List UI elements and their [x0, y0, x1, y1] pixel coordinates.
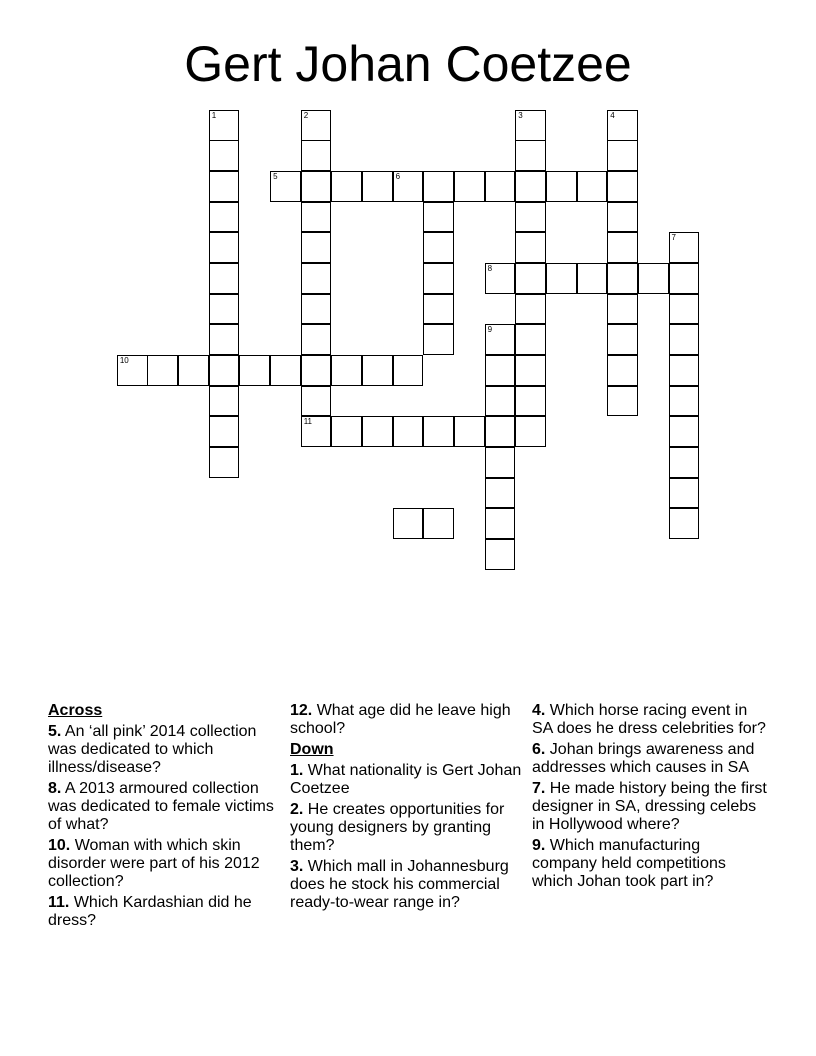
clue-number: 2.	[290, 801, 304, 818]
grid-cell[interactable]	[423, 263, 454, 294]
grid-cell[interactable]	[669, 386, 700, 417]
clue-text: He made history being the first designer in SA, dressing celebs in Hollywood where?	[532, 780, 767, 833]
grid-cell[interactable]	[638, 263, 669, 294]
grid-cell[interactable]	[301, 324, 332, 355]
grid-cell[interactable]	[393, 508, 424, 539]
grid-cell[interactable]	[485, 508, 516, 539]
clue-text: Which manufacturing company held competitions which Johan took part in?	[532, 837, 726, 890]
clue-down-9	[532, 837, 768, 891]
grid-cell[interactable]	[607, 202, 638, 233]
grid-cell[interactable]	[362, 171, 393, 202]
grid-cell[interactable]	[301, 355, 332, 386]
grid-cell[interactable]	[515, 386, 546, 417]
grid-cell[interactable]	[669, 232, 700, 263]
grid-cell[interactable]	[515, 171, 546, 202]
clue-down-2	[290, 801, 522, 855]
grid-cell[interactable]	[393, 171, 424, 202]
grid-cell[interactable]	[577, 171, 608, 202]
grid-cell[interactable]	[301, 140, 332, 171]
clue-text: What nationality is Gert Johan Coetzee	[290, 762, 522, 797]
grid-cell[interactable]	[209, 294, 240, 325]
grid-cell[interactable]	[209, 324, 240, 355]
grid-cell[interactable]	[301, 232, 332, 263]
grid-cell[interactable]	[485, 355, 516, 386]
grid-cell[interactable]	[117, 355, 148, 386]
grid-cell[interactable]	[331, 355, 362, 386]
grid-cell[interactable]	[515, 202, 546, 233]
grid-cell[interactable]	[393, 416, 424, 447]
grid-cell[interactable]	[607, 171, 638, 202]
grid-cell[interactable]	[669, 447, 700, 478]
grid-cell[interactable]	[301, 171, 332, 202]
grid-cell[interactable]	[607, 263, 638, 294]
grid-cell[interactable]	[270, 355, 301, 386]
clue-number: 8.	[48, 780, 62, 797]
grid-cell[interactable]	[515, 140, 546, 171]
grid-cell[interactable]	[607, 294, 638, 325]
across-heading: Across	[48, 702, 103, 719]
grid-cell[interactable]	[393, 355, 424, 386]
grid-cell[interactable]	[515, 232, 546, 263]
grid-cell[interactable]	[209, 355, 240, 386]
clues-column-3	[532, 702, 768, 894]
grid-cell[interactable]	[209, 447, 240, 478]
clue-across-5	[48, 723, 280, 777]
grid-cell[interactable]	[485, 478, 516, 509]
grid-cell[interactable]	[147, 355, 178, 386]
clue-number: 3.	[290, 858, 304, 875]
clue-number: 7.	[532, 780, 546, 797]
cell-number: 9	[487, 325, 493, 335]
grid-cell[interactable]	[669, 508, 700, 539]
clue-text: Which mall in Johannesburg does he stock his commercial ready-to-wear range in?	[290, 858, 509, 911]
cell-number: 3	[518, 110, 523, 120]
grid-cell[interactable]	[423, 232, 454, 263]
grid-cell[interactable]	[669, 294, 700, 325]
grid-cell[interactable]	[209, 232, 240, 263]
grid-cell[interactable]	[178, 355, 209, 386]
grid-cell[interactable]	[423, 202, 454, 233]
grid-cell[interactable]	[546, 263, 577, 294]
clue-number: 10.	[48, 837, 71, 854]
grid-cell[interactable]	[209, 416, 240, 447]
cell-number: 8	[487, 264, 493, 274]
grid-cell[interactable]	[239, 355, 270, 386]
grid-cell[interactable]	[669, 478, 700, 509]
grid-cell[interactable]	[515, 263, 546, 294]
grid-cell[interactable]	[485, 324, 516, 355]
grid-cell[interactable]	[577, 263, 608, 294]
grid-cell[interactable]	[362, 355, 393, 386]
grid-cell[interactable]	[423, 171, 454, 202]
clues-column-2	[290, 702, 522, 915]
grid-cell[interactable]	[331, 171, 362, 202]
clue-number: 6.	[532, 741, 546, 758]
grid-cell[interactable]	[607, 386, 638, 417]
grid-cell[interactable]	[270, 171, 301, 202]
clue-number: 5.	[48, 723, 62, 740]
cell-number: 10	[119, 356, 129, 365]
grid-cell[interactable]	[301, 294, 332, 325]
grid-cell[interactable]	[515, 294, 546, 325]
grid-cell[interactable]	[485, 416, 516, 447]
grid-cell[interactable]	[546, 171, 577, 202]
grid-cell[interactable]	[209, 202, 240, 233]
cell-number: 4	[610, 110, 615, 120]
grid-cell[interactable]	[515, 416, 546, 447]
grid-cell[interactable]	[515, 324, 546, 355]
clue-across-8	[48, 780, 280, 834]
clue-number: 11.	[48, 894, 70, 911]
clue-down-4	[532, 702, 768, 738]
grid-cell[interactable]	[301, 202, 332, 233]
clue-number: 1.	[290, 762, 304, 779]
clue-across-11	[48, 894, 280, 930]
clue-down-7	[532, 780, 768, 834]
clue-text: An ‘all pink’ 2014 collection was dedicated to which illness/disease?	[48, 723, 257, 776]
clue-text: He creates opportunities for young designers by granting them?	[290, 801, 505, 854]
grid-cell[interactable]	[301, 386, 332, 417]
grid-cell[interactable]	[301, 110, 332, 141]
grid-cell[interactable]	[607, 232, 638, 263]
cell-number: 7	[671, 233, 676, 243]
grid-cell[interactable]	[485, 447, 516, 478]
grid-cell[interactable]	[515, 355, 546, 386]
grid-cell[interactable]	[454, 171, 485, 202]
cell-number: 5	[273, 172, 278, 182]
cell-number: 6	[395, 172, 401, 182]
grid-cell[interactable]	[485, 386, 516, 417]
cell-number: 11	[303, 417, 313, 427]
grid-cell[interactable]	[423, 508, 454, 539]
grid-cell[interactable]	[607, 110, 638, 141]
clue-text: Which Kardashian did he dress?	[48, 894, 252, 929]
grid-cell[interactable]	[209, 386, 240, 417]
grid-cell[interactable]	[669, 416, 700, 447]
grid-cell[interactable]	[362, 416, 393, 447]
page-title: Gert Johan Coetzee	[184, 36, 632, 92]
clue-text: Johan brings awareness and addresses which causes in SA	[532, 741, 755, 776]
cell-number: 2	[303, 110, 309, 120]
grid-cell[interactable]	[669, 355, 700, 386]
clue-across-12	[290, 702, 522, 738]
clue-across-10	[48, 837, 280, 891]
grid-cell[interactable]	[331, 416, 362, 447]
grid-cell[interactable]	[209, 110, 240, 141]
grid-cell[interactable]	[301, 416, 332, 447]
clue-number: 12.	[290, 702, 313, 719]
grid-cell[interactable]	[485, 263, 516, 294]
clues-column-1	[48, 702, 280, 933]
grid-cell[interactable]	[485, 539, 516, 570]
grid-cell[interactable]	[515, 110, 546, 141]
grid-cell[interactable]	[209, 171, 240, 202]
clue-text: Woman with which skin disorder were part of his 2012 collection?	[48, 837, 260, 890]
grid-cell[interactable]	[301, 263, 332, 294]
grid-cell[interactable]	[209, 263, 240, 294]
clue-text: What age did he leave high school?	[290, 702, 511, 737]
grid-cell[interactable]	[423, 416, 454, 447]
grid-cell[interactable]	[423, 324, 454, 355]
grid-cell[interactable]	[607, 140, 638, 171]
down-heading: Down	[290, 741, 334, 758]
grid-cell[interactable]	[454, 416, 485, 447]
clue-number: 4.	[532, 702, 546, 719]
clue-down-6	[532, 741, 768, 777]
clue-down-3	[290, 858, 522, 912]
grid-cell[interactable]	[669, 263, 700, 294]
grid-cell[interactable]	[209, 140, 240, 171]
grid-cell[interactable]	[607, 324, 638, 355]
clue-number: 9.	[532, 837, 546, 854]
grid-cell[interactable]	[485, 171, 516, 202]
grid-cell[interactable]	[669, 324, 700, 355]
grid-cell[interactable]	[423, 294, 454, 325]
clue-text: A 2013 armoured collection was dedicated to female victims of what?	[48, 780, 274, 833]
cell-number: 1	[211, 110, 217, 120]
clue-down-1	[290, 762, 522, 798]
grid-cell[interactable]	[607, 355, 638, 386]
clue-text: Which horse racing event in SA does he dress celebrities for?	[532, 702, 766, 737]
